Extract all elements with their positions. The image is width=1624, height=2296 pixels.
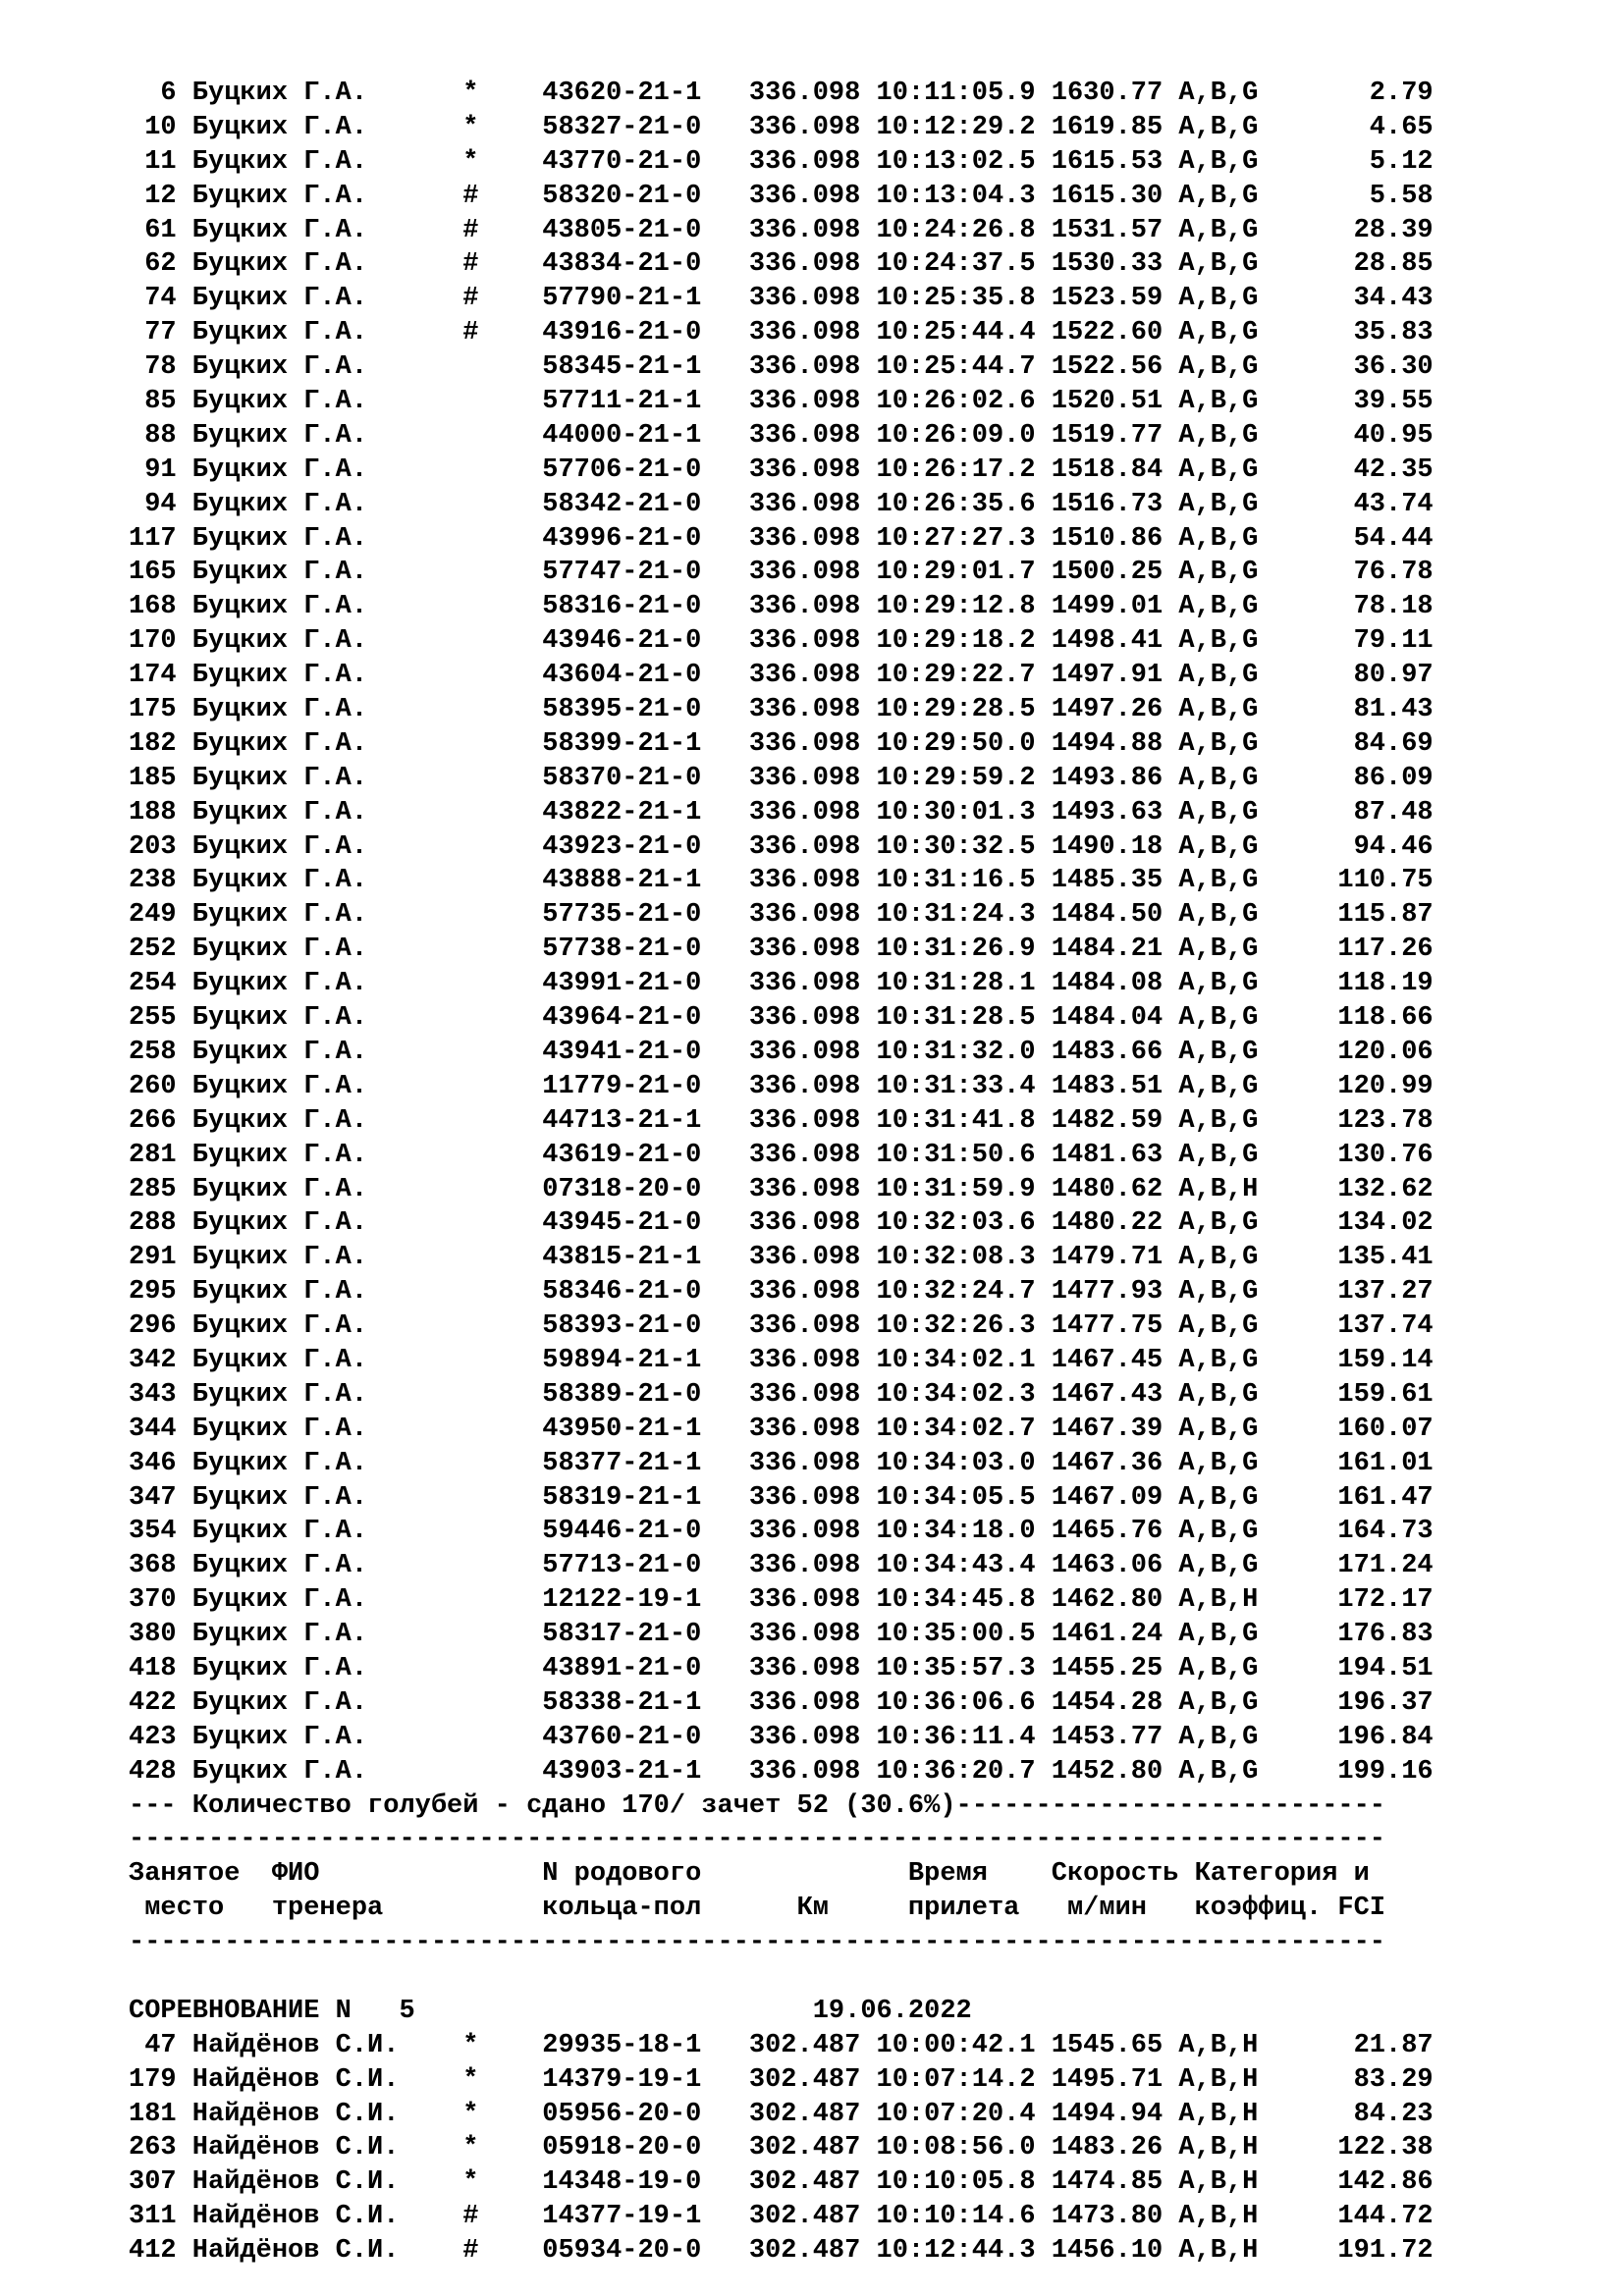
- results-document: [129, 77, 1601, 2269]
- column-header-line-2: место тренера кольца-пол Км прилета м/мин коэффиц. FCI: [129, 1894, 1386, 1924]
- result-row: 91 Буцких Г.А. 57706-21-0 336.098 10:26:17.2 1518.84 A,B,G 42.35: [129, 454, 1434, 485]
- result-row: 291 Буцких Г.А. 43815-21-1 336.098 10:32:08.3 1479.71 A,B,G 135.41: [129, 1243, 1434, 1273]
- result-row: 188 Буцких Г.А. 43822-21-1 336.098 10:30:01.3 1493.63 A,B,G 87.48: [129, 797, 1434, 828]
- result-row: 285 Буцких Г.А. 07318-20-0 336.098 10:31:59.9 1480.62 A,B,H 132.62: [129, 1174, 1434, 1204]
- result-row: 342 Буцких Г.А. 59894-21-1 336.098 10:34:02.1 1467.45 A,B,G 159.14: [129, 1345, 1434, 1375]
- result-row: 428 Буцких Г.А. 43903-21-1 336.098 10:36:20.7 1452.80 A,B,G 199.16: [129, 1756, 1434, 1787]
- result-row: 344 Буцких Г.А. 43950-21-1 336.098 10:34:02.7 1467.39 A,B,G 160.07: [129, 1414, 1434, 1444]
- column-header-line-1: Занятое ФИО N родового Время Скорость Категория и: [129, 1859, 1370, 1890]
- result-row: 252 Буцких Г.А. 57738-21-0 336.098 10:31:26.9 1484.21 A,B,G 117.26: [129, 934, 1434, 965]
- result-row: 88 Буцких Г.А. 44000-21-1 336.098 10:26:09.0 1519.77 A,B,G 40.95: [129, 420, 1434, 451]
- result-row: 165 Буцких Г.А. 57747-21-0 336.098 10:29:01.7 1500.25 A,B,G 76.78: [129, 558, 1434, 588]
- result-row: 179 Найдёнов С.И. * 14379-19-1 302.487 10:07:14.2 1495.71 A,B,H 83.29: [129, 2064, 1434, 2095]
- result-row: 238 Буцких Г.А. 43888-21-1 336.098 10:31:16.5 1485.35 A,B,G 110.75: [129, 866, 1434, 896]
- result-row: 346 Буцких Г.А. 58377-21-1 336.098 10:34:03.0 1467.36 A,B,G 161.01: [129, 1448, 1434, 1478]
- result-row: 168 Буцких Г.А. 58316-21-0 336.098 10:29:12.8 1499.01 A,B,G 78.18: [129, 592, 1434, 622]
- result-row: 370 Буцких Г.А. 12122-19-1 336.098 10:34:45.8 1462.80 A,B,H 172.17: [129, 1585, 1434, 1616]
- result-row: 85 Буцких Г.А. 57711-21-1 336.098 10:26:02.6 1520.51 A,B,G 39.55: [129, 387, 1434, 417]
- summary-line: --- Количество голубей - сдано 170/ зачет 52 (30.6%)---------------------------: [129, 1790, 1386, 1821]
- result-row: 263 Найдёнов С.И. * 05918-20-0 302.487 10:08:56.0 1483.26 A,B,H 122.38: [129, 2133, 1434, 2163]
- result-row: 266 Буцких Г.А. 44713-21-1 336.098 10:31:41.8 1482.59 A,B,G 123.78: [129, 1105, 1434, 1136]
- result-row: 249 Буцких Г.А. 57735-21-0 336.098 10:31:24.3 1484.50 A,B,G 115.87: [129, 900, 1434, 931]
- result-row: 422 Буцких Г.А. 58338-21-1 336.098 10:36:06.6 1454.28 A,B,G 196.37: [129, 1687, 1434, 1718]
- result-row: 255 Буцких Г.А. 43964-21-0 336.098 10:31:28.5 1484.04 A,B,G 118.66: [129, 1003, 1434, 1034]
- result-row: 170 Буцких Г.А. 43946-21-0 336.098 10:29:18.2 1498.41 A,B,G 79.11: [129, 626, 1434, 657]
- result-row: 6 Буцких Г.А. * 43620-21-1 336.098 10:11:05.9 1630.77 A,B,G 2.79: [129, 79, 1434, 108]
- result-row: 11 Буцких Г.А. * 43770-21-0 336.098 10:13:02.5 1615.53 A,B,G 5.12: [129, 146, 1434, 177]
- result-row: 288 Буцких Г.А. 43945-21-0 336.098 10:32:03.6 1480.22 A,B,G 134.02: [129, 1208, 1434, 1239]
- result-row: 174 Буцких Г.А. 43604-21-0 336.098 10:29:22.7 1497.91 A,B,G 80.97: [129, 661, 1434, 691]
- result-row: 418 Буцких Г.А. 43891-21-0 336.098 10:35:57.3 1455.25 A,B,G 194.51: [129, 1653, 1434, 1683]
- result-row: 203 Буцких Г.А. 43923-21-0 336.098 10:30:32.5 1490.18 A,B,G 94.46: [129, 831, 1434, 862]
- result-row: 311 Найдёнов С.И. # 14377-19-1 302.487 10:10:14.6 1473.80 A,B,H 144.72: [129, 2202, 1434, 2232]
- results-table-section-1: [129, 77, 1601, 1789]
- separator-line-bottom: -------------------------------------------------------------------------------: [129, 1928, 1386, 1958]
- separator-line-top: -------------------------------------------------------------------------------: [129, 1825, 1386, 1855]
- result-row: 182 Буцких Г.А. 58399-21-1 336.098 10:29:50.0 1494.88 A,B,G 84.69: [129, 728, 1434, 759]
- result-row: 368 Буцких Г.А. 57713-21-0 336.098 10:34:43.4 1463.06 A,B,G 171.24: [129, 1551, 1434, 1581]
- result-row: 281 Буцких Г.А. 43619-21-0 336.098 10:31:50.6 1481.63 A,B,G 130.76: [129, 1140, 1434, 1170]
- result-row: 380 Буцких Г.А. 58317-21-0 336.098 10:35:00.5 1461.24 A,B,G 176.83: [129, 1620, 1434, 1650]
- result-row: 295 Буцких Г.А. 58346-21-0 336.098 10:32:24.7 1477.93 A,B,G 137.27: [129, 1277, 1434, 1308]
- result-row: 94 Буцких Г.А. 58342-21-0 336.098 10:26:35.6 1516.73 A,B,G 43.74: [129, 489, 1434, 519]
- result-row: 354 Буцких Г.А. 59446-21-0 336.098 10:34:18.0 1465.76 A,B,G 164.73: [129, 1517, 1434, 1547]
- result-row: 343 Буцких Г.А. 58389-21-0 336.098 10:34:02.3 1467.43 A,B,G 159.61: [129, 1379, 1434, 1410]
- result-row: 296 Буцких Г.А. 58393-21-0 336.098 10:32:26.3 1477.75 A,B,G 137.74: [129, 1311, 1434, 1342]
- result-row: 254 Буцких Г.А. 43991-21-0 336.098 10:31:28.1 1484.08 A,B,G 118.19: [129, 969, 1434, 999]
- result-row: 117 Буцких Г.А. 43996-21-0 336.098 10:27:27.3 1510.86 A,B,G 54.44: [129, 523, 1434, 554]
- blank-line: [129, 1960, 1601, 1995]
- result-row: 412 Найдёнов С.И. # 05934-20-0 302.487 10:12:44.3 1456.10 A,B,H 191.72: [129, 2236, 1434, 2267]
- result-row: 307 Найдёнов С.И. * 14348-19-0 302.487 10:10:05.8 1474.85 A,B,H 142.86: [129, 2167, 1434, 2198]
- result-row: 423 Буцких Г.А. 43760-21-0 336.098 10:36:11.4 1453.77 A,B,G 196.84: [129, 1722, 1434, 1752]
- result-row: 175 Буцких Г.А. 58395-21-0 336.098 10:29:28.5 1497.26 A,B,G 81.43: [129, 695, 1434, 725]
- result-row: 74 Буцких Г.А. # 57790-21-1 336.098 10:25:35.8 1523.59 A,B,G 34.43: [129, 284, 1434, 314]
- result-row: 181 Найдёнов С.И. * 05956-20-0 302.487 10:07:20.4 1494.94 A,B,H 84.23: [129, 2099, 1434, 2129]
- result-row: 258 Буцких Г.А. 43941-21-0 336.098 10:31:32.0 1483.66 A,B,G 120.06: [129, 1037, 1434, 1067]
- result-row: 77 Буцких Г.А. # 43916-21-0 336.098 10:25:44.4 1522.60 A,B,G 35.83: [129, 318, 1434, 348]
- results-table-section-2: [129, 2029, 1601, 2269]
- result-row: 185 Буцких Г.А. 58370-21-0 336.098 10:29:59.2 1493.86 A,B,G 86.09: [129, 763, 1434, 793]
- result-row: 62 Буцких Г.А. # 43834-21-0 336.098 10:24:37.5 1530.33 A,B,G 28.85: [129, 249, 1434, 280]
- result-row: 12 Буцких Г.А. # 58320-21-0 336.098 10:13:04.3 1615.30 A,B,G 5.58: [129, 181, 1434, 211]
- result-row: 10 Буцких Г.А. * 58327-21-0 336.098 10:12:29.2 1619.85 A,B,G 4.65: [129, 112, 1434, 142]
- result-row: 260 Буцких Г.А. 11779-21-0 336.098 10:31:33.4 1483.51 A,B,G 120.99: [129, 1071, 1434, 1101]
- result-row: 47 Найдёнов С.И. * 29935-18-1 302.487 10:00:42.1 1545.65 A,B,H 21.87: [129, 2030, 1434, 2060]
- result-row: 78 Буцких Г.А. 58345-21-1 336.098 10:25:44.7 1522.56 A,B,G 36.30: [129, 352, 1434, 383]
- result-row: 61 Буцких Г.А. # 43805-21-0 336.098 10:24:26.8 1531.57 A,B,G 28.39: [129, 215, 1434, 245]
- result-row: 347 Буцких Г.А. 58319-21-1 336.098 10:34:05.5 1467.09 A,B,G 161.47: [129, 1482, 1434, 1513]
- competition-title: СОРЕВНОВАНИЕ N 5 19.06.2022: [129, 1996, 972, 2026]
